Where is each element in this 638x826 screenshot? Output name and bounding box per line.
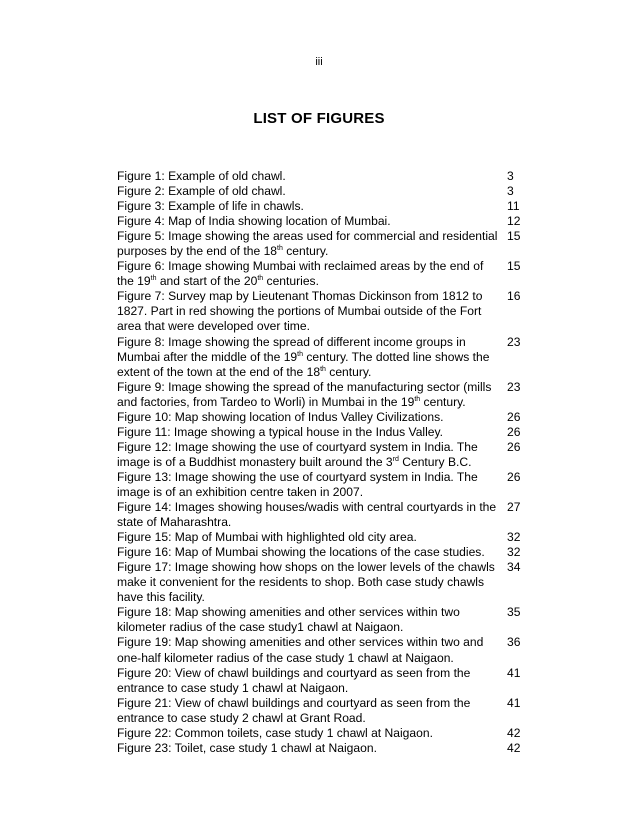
figure-caption: Figure 22: Common toilets, case study 1 chawl at Naigaon. [117, 725, 433, 740]
figure-entry [117, 380, 531, 410]
figure-caption: Figure 7: Survey map by Lieutenant Thomas Dickinson from 1812 to 1827. Part in red showing the portions of Mumbai outside of the Fort area that were developed over time. [117, 289, 483, 334]
figure-caption: Figure 5: Image showing the areas used for commercial and residential purposes by the end of the 18th century. [117, 229, 498, 259]
figure-entry [117, 635, 531, 665]
figure-entry [117, 229, 531, 259]
figure-caption: Figure 17: Image showing how shops on the lower levels of the chawls make it convenient for the residents to shop. Both case study chawls have this facility. [117, 560, 495, 605]
figure-entry [117, 726, 531, 741]
figure-page-number: 32 [507, 530, 521, 545]
figure-page-number: 32 [507, 545, 521, 560]
figure-page-number: 27 [507, 500, 521, 515]
figure-caption: Figure 8: Image showing the spread of different income groups in Mumbai after the middle of the 19th century. The dotted line shows the extent of the town at the end of the 18th century. [117, 334, 490, 379]
figure-page-number: 26 [507, 424, 521, 439]
figure-page-number: 26 [507, 409, 521, 424]
figure-entry [117, 259, 531, 289]
figure-page-number: 26 [507, 469, 521, 484]
figure-caption: Figure 1: Example of old chawl. [117, 169, 286, 183]
figure-entry [117, 696, 531, 726]
figure-page-number: 41 [507, 665, 521, 680]
figure-page-number: 35 [507, 605, 521, 620]
figure-entry [117, 666, 531, 696]
figure-page-number: 23 [507, 334, 521, 349]
figure-page-number: 36 [507, 635, 521, 650]
figure-page-number: 3 [507, 184, 514, 199]
figure-entry [117, 440, 531, 470]
figure-caption: Figure 19: Map showing amenities and other services within two and one-half kilometer radius of the case study 1 chawl at Naigaon. [117, 635, 484, 665]
figure-page-number: 34 [507, 560, 521, 575]
figure-entry [117, 530, 531, 545]
figure-caption: Figure 12: Image showing the use of courtyard system in India. The image is of a Buddhist monastery built around the 3rd Century B.C. [117, 439, 478, 469]
figure-caption: Figure 18: Map showing amenities and other services within two kilometer radius of the case study1 chawl at Naigaon. [117, 605, 460, 635]
figure-page-number: 42 [507, 740, 521, 755]
figure-entry [117, 289, 531, 334]
figure-entry [117, 470, 531, 500]
figure-entry [117, 605, 531, 635]
figure-caption: Figure 23: Toilet, case study 1 chawl at Naigaon. [117, 740, 377, 755]
page-title: LIST OF FIGURES [253, 110, 385, 127]
figure-caption: Figure 6: Image showing Mumbai with reclaimed areas by the end of the 19th and start of the 20th centuries. [117, 259, 484, 289]
figure-page-number: 16 [507, 289, 521, 304]
figure-caption: Figure 11: Image showing a typical house in the Indus Valley. [117, 424, 444, 439]
figure-entry [117, 425, 531, 440]
figure-caption: Figure 20: View of chawl buildings and courtyard as seen from the entrance to case study 1 chawl at Naigaon. [117, 665, 471, 695]
figure-caption: Figure 15: Map of Mumbai with highlighted old city area. [117, 530, 417, 545]
figure-caption: Figure 13: Image showing the use of courtyard system in India. The image is of an exhibition centre taken in 2007. [117, 469, 478, 499]
figure-page-number: 12 [507, 214, 521, 229]
figure-page-number: 26 [507, 439, 521, 454]
figure-page-number: 15 [507, 229, 521, 244]
figure-entry [117, 169, 531, 184]
figure-entry [117, 741, 531, 756]
figure-entry [117, 199, 531, 214]
figure-caption: Figure 4: Map of India showing location of Mumbai. [117, 214, 391, 229]
figure-page-number: 42 [507, 725, 521, 740]
figure-caption: Figure 3: Example of life in chawls. [117, 199, 304, 214]
figure-entry [117, 545, 531, 560]
figure-entry [117, 335, 531, 380]
figure-page-number: 11 [507, 199, 520, 214]
figure-entry [117, 500, 531, 530]
figure-caption: Figure 10: Map showing location of Indus Valley Civilizations. [117, 409, 444, 424]
figure-caption: Figure 16: Map of Mumbai showing the locations of the case studies. [117, 545, 485, 560]
figure-page-number: 15 [507, 259, 521, 274]
figure-entry [117, 214, 531, 229]
figure-page-number: 41 [507, 695, 521, 710]
figure-caption: Figure 9: Image showing the spread of the manufacturing sector (mills and factories, from Tardeo to Worli) in Mumbai in the 19th century. [117, 379, 492, 409]
figure-entry [117, 410, 531, 425]
page-number: iii [315, 56, 323, 68]
figure-entry [117, 184, 531, 199]
figure-caption: Figure 21: View of chawl buildings and courtyard as seen from the entrance to case study 2 chawl at Grant Road. [117, 695, 471, 725]
figure-caption: Figure 14: Images showing houses/wadis with central courtyards in the state of Maharashtra. [117, 500, 497, 530]
figure-entry [117, 560, 531, 605]
figure-caption: Figure 2: Example of old chawl. [117, 184, 286, 199]
figure-page-number: 23 [507, 379, 521, 394]
figure-page-number: 3 [507, 169, 514, 183]
figure-list [117, 169, 531, 756]
